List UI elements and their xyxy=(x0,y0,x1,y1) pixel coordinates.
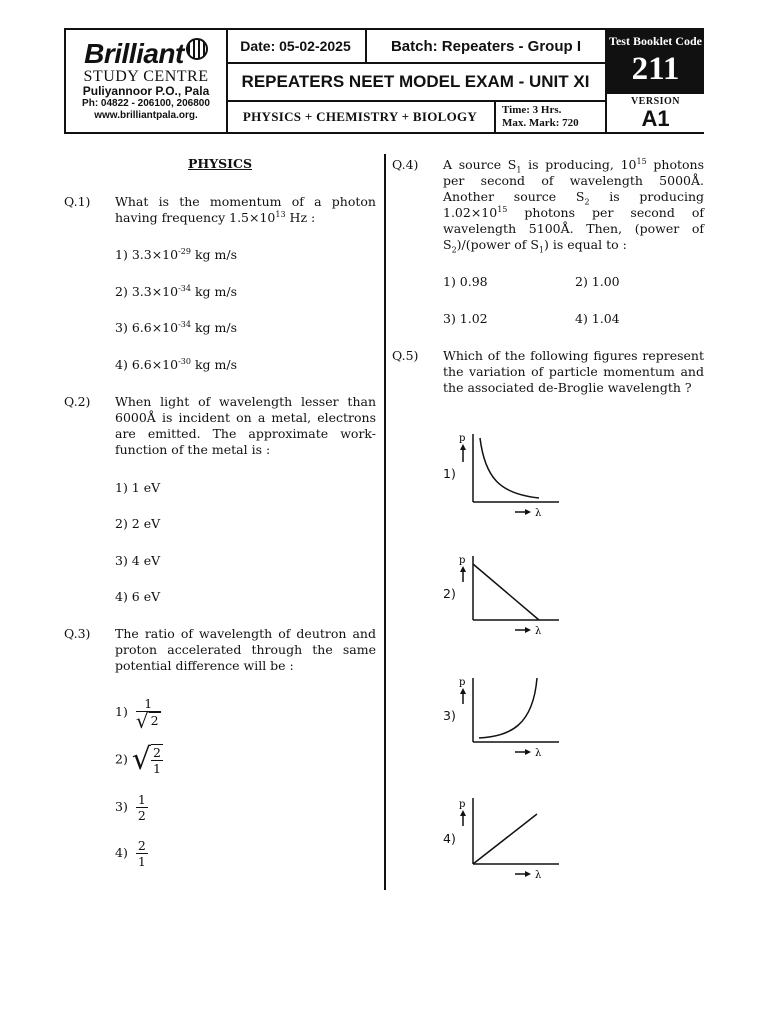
question-number: Q.2) xyxy=(64,394,91,409)
option-3[interactable]: 3) $6.6\times 10^{-34}$ kg m/s xyxy=(115,319,237,335)
booklet-code-label: Test Booklet Code xyxy=(609,34,702,48)
curve xyxy=(473,564,539,620)
brand-website: www.brilliantpala.org. xyxy=(94,110,198,121)
axis-x-label: λ xyxy=(535,626,542,637)
arrow-right-head-icon xyxy=(525,627,531,633)
brand-phone: Ph: 04822 - 206100, 206800 xyxy=(82,98,210,109)
question-text: When light of wavelength lesser than 6000Å is incident on a metal, electrons are emitted. The approximate work-function of the metal is : xyxy=(115,394,376,457)
version-panel xyxy=(607,94,704,132)
sqrt-icon: √ xyxy=(131,742,151,777)
fraction: $\frac{2}{1}$ xyxy=(152,745,161,776)
exam-subjects: PHYSICS + CHEMISTRY + BIOLOGY xyxy=(226,102,496,132)
question-number: Q.5) xyxy=(392,348,419,363)
arrow-right-head-icon xyxy=(525,871,531,877)
option-1[interactable]: 1) 0.98 xyxy=(443,274,488,289)
option-1[interactable]: 1) $3.3\times 10^{-29}$ kg m/s xyxy=(115,246,237,262)
booklet-code-box xyxy=(605,30,704,132)
axis-x-label: λ xyxy=(535,748,542,759)
axis-y-label: p xyxy=(459,799,466,810)
arrow-up-head-icon xyxy=(460,444,466,450)
curve xyxy=(473,814,537,864)
option-1-label[interactable]: 1) xyxy=(443,466,456,481)
exam-time-marks xyxy=(496,102,605,132)
brand-logo: Brilliant xyxy=(66,40,226,68)
exam-batch: Batch: Repeaters - Group I xyxy=(367,30,605,64)
option-3[interactable]: 3) 4 eV xyxy=(115,553,161,568)
booklet-code: 211 xyxy=(631,51,680,87)
axis-y-label: p xyxy=(459,433,466,444)
option-3[interactable]: 3) $\frac{1}{2}$ xyxy=(115,792,146,823)
fraction: $\frac{1}{2}$ xyxy=(137,792,146,823)
option-4[interactable]: 4) $6.6\times 10^{-30}$ kg m/s xyxy=(115,356,237,372)
version-label: VERSION xyxy=(630,96,681,107)
exam-title: REPEATERS NEET MODEL EXAM - UNIT XI xyxy=(226,64,605,102)
option-4[interactable]: 4) 6 eV xyxy=(115,589,161,604)
axis-x-label: λ xyxy=(535,870,542,881)
graph-option-4[interactable] xyxy=(455,794,565,886)
curve xyxy=(479,678,537,738)
exam-date: Date: 05-02-2025 xyxy=(226,30,367,64)
exam-max-mark: Max. Mark: 720 xyxy=(502,117,579,129)
option-1[interactable]: 1) 1 eV xyxy=(115,480,161,495)
fraction: $\frac{1}{√ 2}$ xyxy=(135,696,159,733)
axis-x-label: λ xyxy=(535,508,542,519)
option-2[interactable]: 2) √ $\frac{2}{1}$ xyxy=(115,742,161,777)
question-text: Which of the following figures represent the variation of particle momentum and the associated de-Broglie wavelength ? xyxy=(443,348,704,395)
graph-option-1[interactable] xyxy=(455,428,565,520)
arrow-right-head-icon xyxy=(525,509,531,515)
graph-option-2[interactable] xyxy=(455,550,565,642)
question-text: A source $S_1$ is producing, $10^{15}$ photons per second of wavelength 5000Å. Another source $S_2$ is producing $1.02\times 10^{15}$ photons per second of wavelength 5100Å. Then, (power of $S_2)/(power$ of $S_1$) is equal to : xyxy=(443,156,704,255)
axis-y-label: p xyxy=(459,677,466,688)
arrow-up-head-icon xyxy=(460,688,466,694)
booklet-code-panel xyxy=(607,30,704,98)
option-2-label[interactable]: 2) xyxy=(443,586,456,601)
section-title: PHYSICS xyxy=(188,156,252,171)
option-2[interactable]: 2) $3.3\times 10^{-34}$ kg m/s xyxy=(115,283,237,299)
option-4[interactable]: 4) 1.04 xyxy=(575,311,620,326)
option-3-label[interactable]: 3) xyxy=(443,708,456,723)
question-number: Q.4) xyxy=(392,157,419,172)
version-code: A1 xyxy=(641,106,670,131)
brand-block xyxy=(66,30,228,132)
option-4-label[interactable]: 4) xyxy=(443,831,456,846)
option-1[interactable]: 1) $\frac{1}{√ 2}$ xyxy=(115,696,159,733)
axis-y-label: p xyxy=(459,555,466,566)
question-text: What is the momentum of a photon having frequency $1.5\times 10^{13}$ Hz : xyxy=(115,194,376,225)
option-3[interactable]: 3) 1.02 xyxy=(443,311,488,326)
question-number: Q.3) xyxy=(64,626,91,641)
exam-header xyxy=(64,28,704,134)
brand-address: Puliyannoor P.O., Pala xyxy=(82,84,210,98)
option-2[interactable]: 2) 2 eV xyxy=(115,516,161,531)
globe-icon xyxy=(186,38,208,60)
exam-time: Time: 3 Hrs. xyxy=(502,104,562,116)
question-text: The ratio of wavelength of deutron and proton accelerated through the same potential difference will be : xyxy=(115,626,376,673)
column-divider xyxy=(384,154,386,890)
brand-subtitle: STUDY CENTRE xyxy=(83,68,209,85)
graph-option-3[interactable] xyxy=(455,672,565,764)
arrow-up-head-icon xyxy=(460,566,466,572)
fraction: $\frac{2}{1}$ xyxy=(137,838,146,869)
question-number: Q.1) xyxy=(64,194,91,209)
arrow-up-head-icon xyxy=(460,810,466,816)
arrow-right-head-icon xyxy=(525,749,531,755)
curve xyxy=(480,438,539,498)
option-2[interactable]: 2) 1.00 xyxy=(575,274,620,289)
option-4[interactable]: 4) $\frac{2}{1}$ xyxy=(115,838,146,869)
